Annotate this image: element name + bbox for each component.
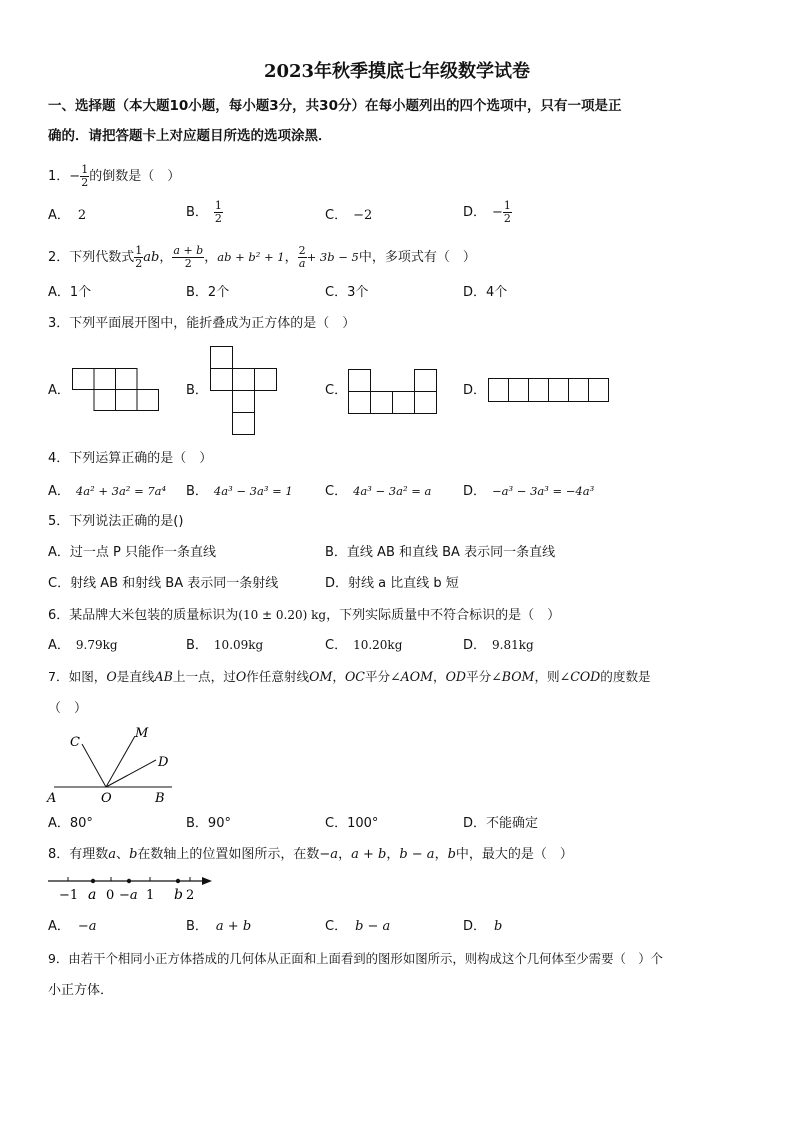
q8-option-d (463, 918, 502, 936)
q3c-square (371, 392, 393, 414)
q4-option-c (325, 482, 431, 501)
q3-option-b-label: B． (186, 383, 208, 398)
q8-label-neg-a: −a (119, 888, 138, 903)
q3d-square (489, 379, 509, 402)
section1-instruction-line2: 确的．请把答题卡上对应题目所选的选项涂黑． (48, 128, 332, 144)
q3c-square (415, 392, 437, 414)
q8-option-b-label: B． (186, 919, 208, 934)
q3c-square (415, 370, 437, 392)
q4-option-a-label: A． (48, 484, 70, 499)
q6-option-c (325, 636, 402, 655)
q3c-square (349, 392, 371, 414)
q1-stem: 的倒数是（ ） (89, 169, 181, 184)
q6-option-b-label: B． (186, 638, 208, 653)
q8-label-b: b (174, 887, 183, 903)
q3a-square (116, 369, 138, 390)
q7-ray-oc (82, 744, 106, 787)
q7-var-om: OM (309, 669, 333, 684)
q8-label-neg1: −1 (59, 888, 79, 903)
q2-option-d: D．4个 (463, 285, 508, 300)
q4-option-b-expr: 4a³ − 3a³ = 1 (213, 484, 293, 498)
q7-var-o: O (106, 669, 117, 684)
q3b-square (233, 391, 255, 413)
q7-var-o: O (235, 669, 247, 684)
section1-instruction-line1: 一、选择题（本大题10小题，每小题3分，共30分）在每小题列出的四个选项中，只有一项是正 (48, 98, 622, 114)
q7-part: 是直线 (116, 669, 155, 684)
q2-expr4-tail: + 3b − 5 (306, 250, 359, 264)
q1-option-d-num: 1 (503, 199, 511, 212)
q3b-square (255, 369, 277, 391)
q2-sep1: ， (159, 250, 173, 265)
q7-angle-cod: ∠COD (559, 669, 601, 684)
q2-number: 2． (48, 250, 70, 265)
q7-part: 7．如图， (48, 669, 107, 684)
q4-option-c-expr: 4a³ − 3a² = a (353, 484, 432, 498)
q1-option-b-num: 1 (214, 199, 222, 212)
question-2 (48, 243, 476, 272)
q6-option-b-value: 10.09kg (213, 638, 264, 652)
q6-tail: ，下列实际质量中不符合标识的是（ ） (326, 608, 561, 623)
q8-label-two: 2 (186, 888, 195, 903)
q7-label-b: B (155, 791, 165, 806)
q8-expr-b-minus-a: b − a (399, 847, 435, 862)
q1-minus: − (69, 169, 81, 184)
q3d-square (589, 379, 609, 402)
q8-label-a: a (88, 887, 97, 903)
q6-lead: 6．某品牌大米包装的质量标识为 (48, 608, 239, 623)
q1-option-a-value: 2 (77, 208, 87, 223)
q7-option-c: C．100° (325, 816, 379, 831)
question-4-stem: 4．下列运算正确的是（ ） (48, 451, 213, 466)
q7-option-b: B．90° (186, 816, 231, 831)
question-1 (48, 164, 180, 190)
q7-part: ，则 (534, 669, 560, 684)
q7-label-o: O (101, 791, 112, 806)
question-3-stem: 3．下列平面展开图中，能折叠成为正方体的是（ ） (48, 316, 356, 331)
q2-option-a: A．1个 (48, 285, 92, 300)
q2-expr2-den: 2 (184, 257, 192, 270)
question-7-line2: （ ） (48, 701, 88, 716)
q7-label-c: C (70, 735, 80, 750)
q2-expr1-den: 2 (135, 257, 143, 270)
q3-option-a-label: A． (48, 383, 70, 398)
q8-expr-a-plus-b: a + b (351, 847, 387, 862)
q2-expr1-fraction (134, 245, 143, 270)
q8-option-a-value: −a (77, 919, 97, 934)
question-7-line1 (48, 668, 651, 686)
q2-expr2-fraction (172, 245, 204, 270)
q6-option-a-label: A． (48, 638, 70, 653)
q3a-square (94, 390, 116, 411)
q7-part: 平分 (466, 669, 492, 684)
q8-expr-b: b (447, 847, 456, 862)
q3d-square (569, 379, 589, 402)
q8-sep: ， (434, 847, 448, 862)
q3b-square (233, 369, 255, 391)
q1-option-a (48, 206, 86, 226)
q1-option-c-label: C． (325, 208, 348, 223)
q3a-square (94, 369, 116, 390)
q8-label-one: 1 (146, 888, 155, 903)
q3-option-b-net (210, 346, 280, 436)
question-9-line1: 9．由若干个相同小正方体搭成的几何体从正面和上面看到的图形如图所示，则构成这个几何体至少需要（ ）个 (48, 951, 664, 966)
q8-axis-arrow (202, 877, 212, 885)
q1-option-c (325, 206, 372, 226)
question-9-line2: 小正方体． (48, 983, 114, 998)
q2-expr2-num: a + b (173, 244, 204, 257)
q2-tail: 中，多项式有（ ） (358, 250, 476, 265)
q1-frac-num: 1 (81, 163, 89, 176)
q6-option-c-value: 10.20kg (353, 638, 403, 652)
q6-option-d-value: 9.81kg (492, 638, 534, 652)
q3-option-c-net (348, 369, 440, 415)
q7-option-d: D．不能确定 (463, 816, 539, 831)
q8-part: 8．有理数 (48, 847, 109, 862)
q1-option-d-minus: − (492, 205, 503, 220)
q3b-square (211, 369, 233, 391)
q8-var-b: b (129, 847, 138, 862)
q6-option-b (186, 636, 263, 655)
q4-option-a-expr: 4a² + 3a² = 7a⁴ (75, 484, 167, 498)
q3d-square (529, 379, 549, 402)
q3d-square (549, 379, 569, 402)
q3c-square (393, 392, 415, 414)
q5-option-a: A．过一点 P 只能作一条直线 (48, 545, 216, 560)
q6-expression: (10 ± 0.20) kg (238, 608, 327, 622)
q8-option-c (325, 918, 390, 936)
q3a-square (73, 369, 95, 390)
q4-option-b (186, 482, 293, 501)
q1-option-b-label: B． (186, 205, 208, 220)
q7-label-d: D (158, 755, 169, 770)
q2-sep3: ， (284, 250, 298, 265)
q5-option-c: C．射线 AB 和射线 BA 表示同一条射线 (48, 576, 279, 591)
question-6 (48, 606, 560, 625)
q8-option-b-value: a + b (215, 919, 252, 934)
q2-expr4-den: a (298, 257, 306, 270)
q4-option-d (463, 482, 594, 501)
q1-option-a-label: A． (48, 208, 70, 223)
q6-option-a (48, 636, 118, 655)
q1-option-d (463, 200, 512, 226)
q1-option-d-den: 2 (503, 212, 511, 225)
q8-option-b (186, 918, 251, 936)
q1-option-b (186, 200, 223, 226)
q7-part: 的度数是 (600, 669, 651, 684)
q6-option-c-label: C． (325, 638, 348, 653)
q7-var-ab: AB (154, 669, 173, 684)
q8-label-zero: 0 (106, 888, 115, 903)
q8-part: 在数轴上的位置如图所示，在数 (137, 847, 320, 862)
q6-option-d-label: D． (463, 638, 487, 653)
q1-fraction (80, 164, 89, 189)
q8-option-d-value: b (494, 919, 503, 934)
q7-option-a: A．80° (48, 816, 93, 831)
q7-angle-figure (44, 722, 179, 808)
q8-sep: ， (386, 847, 400, 862)
q6-option-d (463, 636, 534, 655)
q8-point-b (176, 879, 180, 883)
q2-sep2: ， (204, 250, 218, 265)
q3-option-c-label: C． (325, 383, 348, 398)
q8-option-a (48, 918, 97, 936)
q8-number-line (44, 870, 216, 906)
q4-option-b-label: B． (186, 484, 208, 499)
q3a-square (137, 390, 159, 411)
q6-option-a-value: 9.79kg (75, 638, 118, 652)
q2-lead: 下列代数式 (69, 250, 135, 265)
q7-angle-bom: ∠BOM (491, 669, 535, 684)
q1-option-b-fraction (214, 200, 223, 225)
q3-option-d-label: D． (463, 383, 487, 398)
q1-frac-den: 2 (81, 176, 89, 189)
q2-expr4-num: 2 (298, 244, 306, 257)
q1-option-c-value: −2 (353, 208, 373, 223)
q8-option-d-label: D． (463, 919, 487, 934)
q7-part: 上一点，过 (172, 669, 236, 684)
q4-option-c-label: C． (325, 484, 348, 499)
q8-point-a (91, 879, 95, 883)
q7-part: ， (332, 669, 345, 684)
q1-option-d-label: D． (463, 205, 487, 220)
question-5-stem: 5．下列说法正确的是() (48, 514, 184, 529)
q3-option-d-net (488, 378, 612, 404)
q3-option-a-net (72, 368, 162, 412)
q2-expr1-num: 1 (135, 244, 143, 257)
q3d-square (509, 379, 529, 402)
q7-label-a: A (47, 791, 57, 806)
q8-part: 中，最大的是（ ） (455, 847, 573, 862)
exam-title: 2023年秋季摸底七年级数学试卷 (263, 61, 531, 82)
q2-expr4-fraction (298, 245, 307, 270)
q7-part: 平分 (364, 669, 391, 684)
q8-option-a-label: A． (48, 919, 70, 934)
q8-var-a: a (108, 847, 117, 862)
q7-var-od: OD (445, 669, 466, 684)
q1-option-b-den: 2 (214, 212, 222, 225)
q2-option-b: B．2个 (186, 285, 230, 300)
q8-sep: ， (338, 847, 352, 862)
q4-option-d-expr: −a³ − 3a³ = −4a³ (492, 484, 595, 498)
q8-option-c-label: C． (325, 919, 348, 934)
q3b-square (233, 413, 255, 435)
q1-number: 1． (48, 169, 70, 184)
q3c-square (349, 370, 371, 392)
question-8 (48, 846, 573, 864)
q2-expr1-tail: ab (143, 250, 160, 265)
q7-angle-aom: ∠AOM (390, 669, 433, 684)
q8-point-neg-a (127, 879, 131, 883)
q3a-square (116, 390, 138, 411)
q4-option-a (48, 482, 166, 501)
q8-part: 、 (116, 847, 130, 862)
q5-option-d: D．射线 a 比直线 b 短 (325, 576, 459, 591)
q4-option-d-label: D． (463, 484, 487, 499)
q7-var-oc: OC (344, 669, 365, 684)
q7-part: 作任意射线 (246, 669, 310, 684)
q8-option-c-value: b − a (355, 919, 391, 934)
q2-expr3: ab + b² + 1 (217, 250, 285, 264)
q8-expr-neg-a: −a (319, 847, 339, 862)
q1-option-d-fraction (503, 200, 512, 225)
q3b-square (211, 347, 233, 369)
q7-label-m: M (135, 726, 149, 741)
q5-option-b: B．直线 AB 和直线 BA 表示同一条直线 (325, 545, 556, 560)
q2-option-c: C．3个 (325, 285, 369, 300)
q7-part: ， (432, 669, 446, 684)
